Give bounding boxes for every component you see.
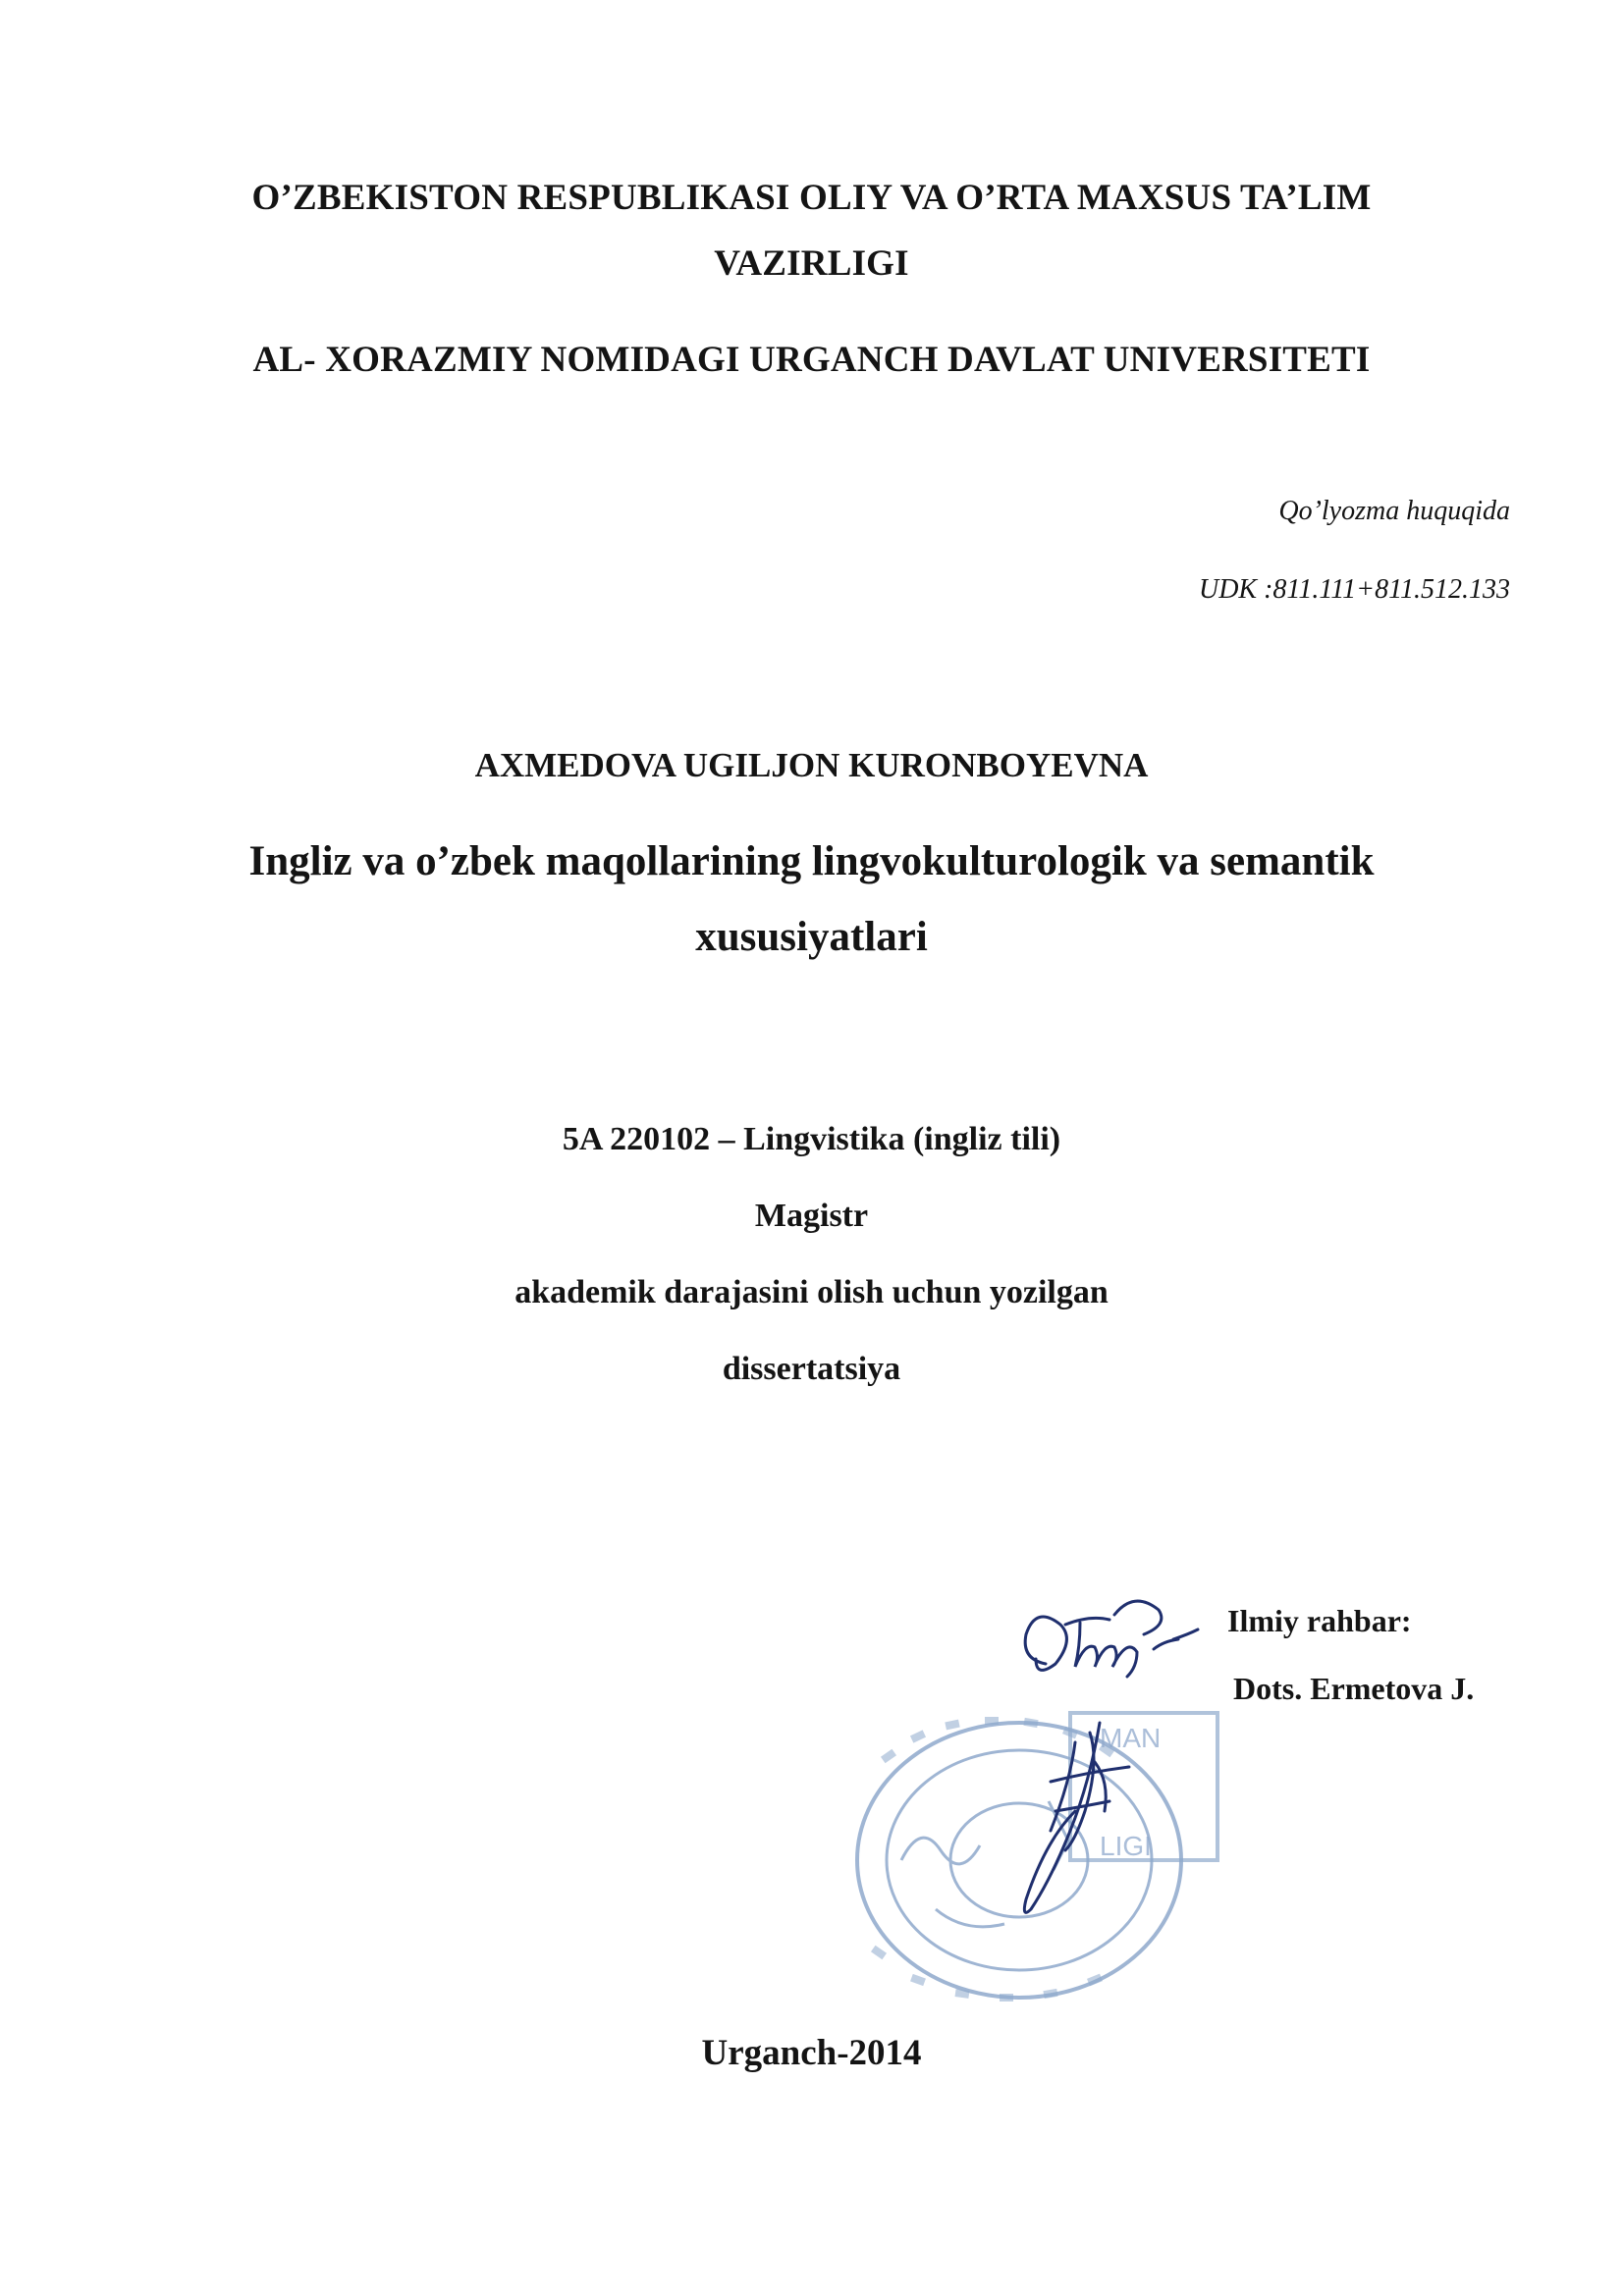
place-and-year: Urganch-2014 bbox=[701, 2033, 922, 2073]
manuscript-rights-note: Qo’lyozma huquqida bbox=[1278, 496, 1510, 526]
work-type: dissertatsiya bbox=[722, 1351, 901, 1387]
specialty-code: 5A 220102 – Lingvistika (ingliz tili) bbox=[562, 1121, 1061, 1157]
thesis-title-line2: xususiyatlari bbox=[695, 914, 928, 960]
stamp-text-fragment-2: LIGI bbox=[1100, 1831, 1152, 1861]
author-name: AXMEDOVA UGILJON KURONBOYEVNA bbox=[474, 746, 1149, 784]
ministry-name-line1: O’ZBEKISTON RESPUBLIKASI OLIY VA O’RTA MAXSUS TA’LIM bbox=[251, 178, 1372, 218]
supervisor-label: Ilmiy rahbar: bbox=[1227, 1603, 1412, 1638]
university-name: AL- XORAZMIY NOMIDAGI URGANCH DAVLAT UNIVERSITETI bbox=[252, 340, 1371, 380]
degree-level: Magistr bbox=[754, 1198, 869, 1234]
thesis-title-line1: Ingliz va o’zbek maqollarining lingvokulturologik va semantik bbox=[248, 838, 1375, 884]
degree-purpose: akademik darajasini olish uchun yozilgan bbox=[514, 1274, 1109, 1310]
second-signature bbox=[1001, 1703, 1162, 1929]
ministry-name-line2: VAZIRLIGI bbox=[714, 243, 909, 284]
supervisor-name: Dots. Ermetova J. bbox=[1233, 1671, 1475, 1706]
supervisor-signature bbox=[1006, 1595, 1222, 1703]
udk-code: UDK :811.111+811.512.133 bbox=[1198, 574, 1510, 605]
stamp-text-fragment-1: MAN bbox=[1100, 1723, 1162, 1753]
